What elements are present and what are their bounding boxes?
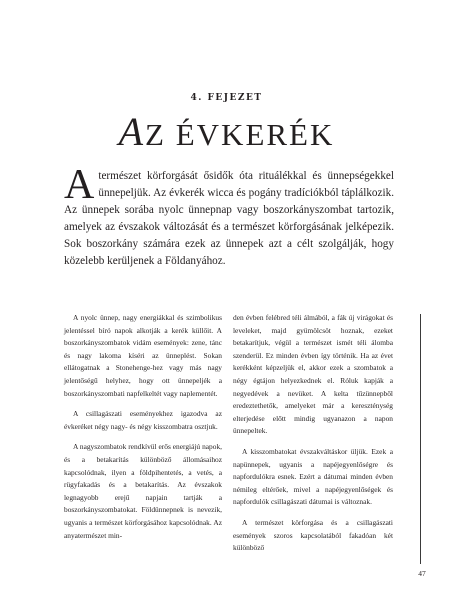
margin-rule — [420, 314, 421, 564]
right-paragraph: A kisszombatokat évszakváltáskor üljük. Ezek a napünnepek, ugyanis a napéjegyenlőségre és napfordulókra esnek. Ezért a dátumai minden évben némileg eltérőek, mivel a napéjegyenlőségek és napfordulók csillagászati dátumai is változnak. — [233, 446, 393, 507]
left-column — [64, 312, 222, 550]
intro-text: természet körforgását ősidők óta rituálékkal és ünnepségekkel ünnepeljük. Az évkerék wicca és pogány tradíciókból táplálkozik. Az ünnepek sorába nyolc ünnepnap vagy boszorkányszombat tartozik, amelyek az évszakok változását és a természet körforgásának jelképezik. Sok boszorkány számára ezek az ünnepek azt a célt szolgálják, hogy közelebb kerüljenek a Földanyához. — [64, 170, 394, 267]
chapter-title-rest: Z ÉVKERÉK — [145, 117, 335, 152]
chapter-title-initial: A — [118, 109, 146, 154]
right-paragraph: den évben felébred téli álmából, a fák új virágokat és leveleket, majd gyümölcsöt hoznak, ezeket betakarítjuk, végül a természet ismét téli álomba szenderül. Ez minden évben így történik. Ha az évet kerékként képzeljük el, akkor ezek a szombatok a négy égtájon helyezkednek el. Róluk kapják a negyedévek a nevüket. A kelta tűzünnepből eredeztethetők, amelyeket már a kereszténység elterjedése előtt mindig ugyanazon a napon ünnepeltek. — [233, 313, 393, 436]
drop-cap: A — [64, 162, 95, 208]
right-paragraph: A természet körforgása és a csillagászati események szoros kapcsolatából fakadóan két különböző — [233, 517, 393, 553]
page-number: 47 — [418, 569, 426, 578]
left-paragraph: A csillagászati eseményekhez igazodva az évkeréket négy nagy- és négy kisszombatra osztjuk. — [64, 409, 222, 431]
left-paragraph: A nyolc ünnep, nagy energiákkal és szimbolikus jelentéssel bíró napok alkotják a kerék küllőit. A boszorkányszombatok vidám események: zene, tánc és nagy lakoma kíséri az ünneplést. Sokan ellátogatnak a Stonehenge-hez vagy más nagy jelentőségű helyhez, hogy ott ünnepeljék a boszorkányszombati napfelkeltét vagy naplementét. — [64, 313, 222, 398]
chapter-title — [0, 109, 453, 155]
intro-paragraph — [64, 162, 394, 270]
right-column — [233, 312, 393, 563]
chapter-label: 4. FEJEZET — [190, 93, 263, 103]
left-paragraph: A nagyszombatok rendkívül erős energiájú napok, és a betakarítás különböző állomásaihoz kapcsolódnak, ilyen a földpihentetés, a vetés, a rügyfakadás és a betakarítás. Az évszakok legnagyobb erejű napjain tartják a boszorkányszombatokat. Földünnepnek is nevezik, ugyanis a természet körforgásához kapcsolódnak. Az anyatermészet min- — [64, 442, 222, 540]
